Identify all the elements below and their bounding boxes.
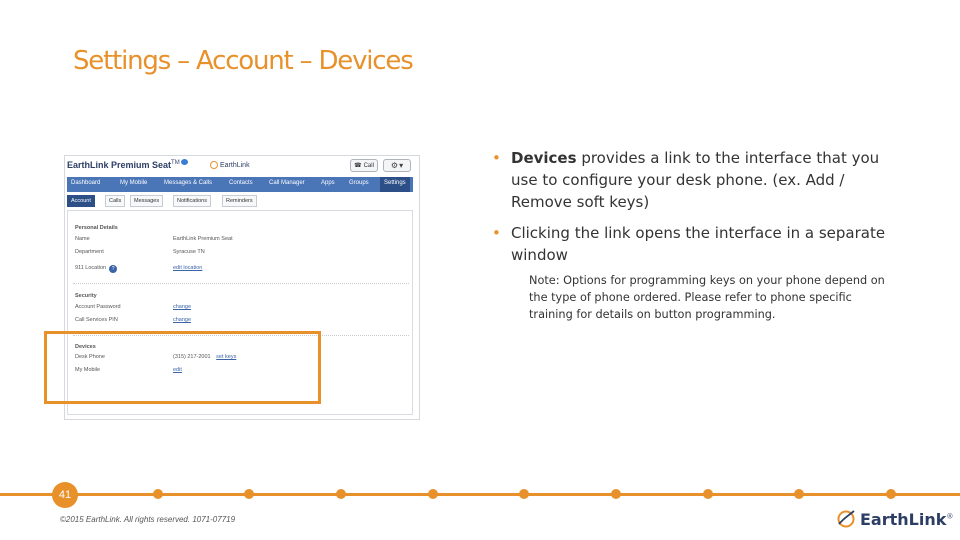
name-value: EarthLink Premium Seat	[173, 236, 233, 242]
bullet-devices	[492, 147, 892, 213]
nav-groups[interactable]: Groups	[349, 180, 369, 186]
bullet-strong-text: Devices	[511, 149, 577, 167]
nav-apps[interactable]: Apps	[321, 180, 335, 186]
devices-heading: Devices	[75, 344, 96, 350]
department-value: Syracuse TN	[173, 249, 205, 255]
bullet-symbol: •	[492, 224, 501, 242]
personal-details-heading: Personal Details	[75, 225, 118, 231]
timeline-dot	[336, 489, 346, 499]
nav-contacts[interactable]: Contacts	[229, 180, 253, 186]
main-nav	[67, 177, 413, 192]
timeline-dot	[886, 489, 896, 499]
bullet-text: provides a link to the interface that you use to configure your desk phone. (ex. Add / Remove soft keys)	[511, 149, 880, 211]
bullet-list	[492, 147, 892, 266]
subtab-reminders[interactable]: Reminders	[222, 195, 257, 207]
earthlink-logo-icon	[836, 509, 856, 529]
page-number: 41	[52, 482, 78, 508]
nav-settings[interactable]: Settings	[380, 177, 410, 192]
earthlink-logo	[836, 509, 953, 529]
screenshot-header	[65, 156, 419, 176]
brand-name	[860, 510, 953, 529]
help-icon[interactable]: ?	[109, 265, 117, 273]
presence-icon	[181, 159, 188, 165]
subtab-notifications[interactable]: Notifications	[173, 195, 211, 207]
mini-brand-text: EarthLink	[220, 161, 250, 169]
change-password-link[interactable]: change	[173, 304, 192, 310]
section-divider	[73, 283, 409, 284]
app-title	[67, 159, 188, 170]
earthlink-logo-icon	[210, 161, 218, 169]
subtab-messages[interactable]: Messages	[130, 195, 163, 207]
location-label	[75, 265, 117, 273]
call-button-label: Call	[363, 162, 374, 169]
copyright-text: ©2015 EarthLink. All rights reserved. 1071-07719	[60, 515, 236, 524]
desk-phone-label: Desk Phone	[75, 354, 105, 360]
nav-dashboard[interactable]: Dashboard	[71, 180, 101, 186]
edit-location-link[interactable]: edit location	[173, 265, 203, 271]
nav-call-manager[interactable]: Call Manager	[269, 180, 305, 186]
call-services-pin-label: Call Services PIN	[75, 317, 118, 323]
nav-messages-calls[interactable]: Messages & Calls	[164, 180, 213, 186]
my-mobile-label: My Mobile	[75, 367, 101, 373]
gear-icon: ⚙	[390, 161, 399, 170]
timeline-line	[0, 493, 960, 496]
chevron-down-icon: ▾	[399, 161, 404, 170]
trademark-mark: TM	[171, 160, 180, 166]
timeline-dot	[428, 489, 438, 499]
phone-icon: ☎	[354, 163, 362, 169]
settings-menu-button[interactable]	[383, 159, 411, 172]
timeline-dot	[611, 489, 621, 499]
app-title-text: EarthLink Premium Seat	[67, 160, 172, 170]
set-keys-link[interactable]: set keys	[216, 354, 237, 360]
bullet-clicking-link	[492, 222, 892, 266]
bullet-symbol: •	[492, 149, 501, 167]
location-label-text: 911 Location	[75, 265, 107, 271]
security-heading: Security	[75, 293, 97, 299]
slide-title: Settings – Account – Devices	[73, 46, 413, 76]
subtab-calls[interactable]: Calls	[105, 195, 125, 207]
mini-brand-logo	[210, 161, 250, 169]
subtab-account[interactable]: Account	[67, 195, 95, 207]
name-label: Name	[75, 236, 90, 242]
programming-note: Note: Options for programming keys on your phone depend on the type of phone ordered. Please refer to phone specific training for details on button programming.	[529, 274, 885, 321]
change-pin-link[interactable]: change	[173, 317, 192, 323]
desk-phone-number: (315) 217-2001	[173, 354, 211, 360]
brand-name-text: EarthLink	[860, 509, 947, 529]
nav-my-mobile[interactable]: My Mobile	[120, 180, 148, 186]
timeline-dot	[703, 489, 713, 499]
timeline-dot	[244, 489, 254, 499]
call-button[interactable]	[350, 159, 378, 172]
registered-mark: ®	[946, 512, 954, 521]
edit-mobile-link[interactable]: edit	[173, 367, 182, 373]
timeline-dot	[519, 489, 529, 499]
bullet-text: Clicking the link opens the interface in a separate window	[511, 224, 886, 264]
timeline-dot	[153, 489, 163, 499]
devices-highlight-box	[44, 331, 321, 404]
department-label: Department	[75, 249, 104, 255]
timeline-dot	[794, 489, 804, 499]
account-password-label: Account Password	[75, 304, 121, 310]
